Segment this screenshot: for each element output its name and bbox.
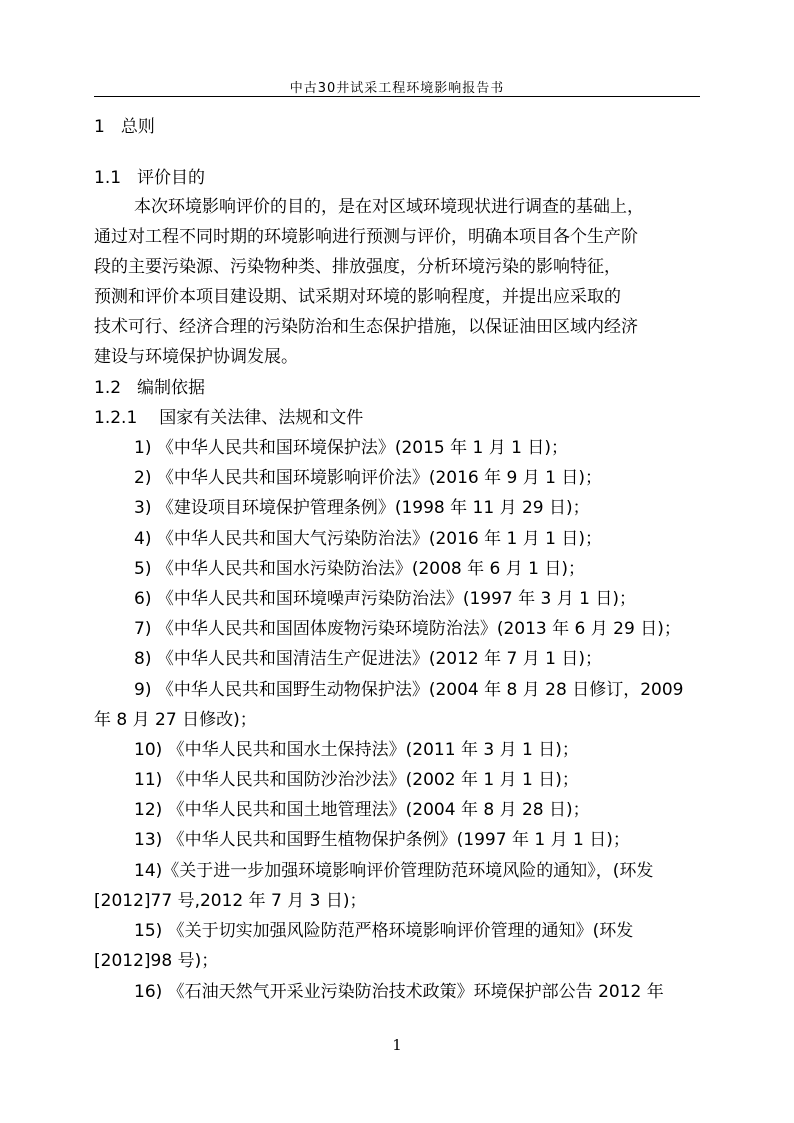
page-number: 1	[392, 1036, 402, 1054]
running-header-title: 中古30井试采工程环境影响报告书	[289, 81, 505, 96]
list-item: 13) 《中华人民共和国野生植物保护条例》(1997 年 1 月 1 日)；	[134, 830, 630, 850]
list-item: 14)《关于进一步加强环境影响评价管理防范环境风险的通知》，(环发	[134, 861, 654, 881]
section-title: 总则	[120, 117, 155, 137]
section-number: 1	[94, 117, 105, 137]
list-item: 16) 《石油天然气开采业污染防治技术政策》环境保护部公告 2012 年	[134, 982, 664, 1002]
section-heading-1-2-1	[94, 407, 363, 429]
section-number: 1.2	[94, 378, 122, 398]
paragraph-line: 本次环境影响评价的目的，是在对区域环境现状进行调查的基础上，	[134, 197, 644, 217]
paragraph-line: 段的主要污染源、污染物种类、排放强度，分析环境污染的影响特征，	[94, 257, 621, 277]
paragraph-line: 通过对工程不同时期的环境影响进行预测与评价，明确本项目各个生产阶	[94, 227, 638, 247]
list-item: 9) 《中华人民共和国野生动物保护法》(2004 年 8 月 28 日修订，2009	[134, 680, 684, 700]
list-item: 6) 《中华人民共和国环境噪声污染防治法》(1997 年 3 月 1 日)；	[134, 589, 637, 609]
section-title: 编制依据	[137, 378, 206, 398]
list-item: 4) 《中华人民共和国大气污染防治法》(2016 年 1 月 1 日)；	[134, 529, 603, 549]
list-item: 8) 《中华人民共和国清洁生产促进法》(2012 年 7 月 1 日)；	[134, 649, 603, 669]
section-heading-1	[94, 116, 155, 138]
paragraph-line: 技术可行、经济合理的污染防治和生态保护措施，以保证油田区域内经济	[94, 317, 638, 337]
section-number: 1.1	[94, 168, 122, 188]
list-item: 7) 《中华人民共和国固体废物污染环境防治法》(2013 年 6 月 29 日)；	[134, 619, 681, 639]
section-title: 评价目的	[137, 168, 206, 188]
list-item-continuation: 年 8 月 27 日修改)；	[94, 710, 257, 730]
list-item: 3) 《建设项目环境保护管理条例》(1998 年 11 月 29 日)；	[134, 498, 590, 518]
list-item-continuation: [2012]77 号,2012 年 7 月 3 日)；	[94, 891, 367, 911]
section-number: 1.2.1	[94, 408, 138, 428]
header-rule	[94, 96, 700, 97]
list-item: 15) 《关于切实加强风险防范严格环境影响评价管理的通知》(环发	[134, 921, 634, 941]
section-title: 国家有关法律、法规和文件	[159, 408, 364, 428]
paragraph-line: 建设与环境保护协调发展。	[94, 347, 298, 367]
list-item: 5) 《中华人民共和国水污染防治法》(2008 年 6 月 1 日)；	[134, 559, 586, 579]
list-item: 10) 《中华人民共和国水土保持法》(2011 年 3 月 1 日)；	[134, 740, 579, 760]
section-heading-1-2	[94, 377, 205, 399]
list-item: 2) 《中华人民共和国环境影响评价法》(2016 年 9 月 1 日)；	[134, 468, 603, 488]
paragraph-line: 预测和评价本项目建设期、试采期对环境的影响程度，并提出应采取的	[94, 287, 621, 307]
list-item-continuation: [2012]98 号)；	[94, 951, 219, 971]
list-item: 1) 《中华人民共和国环境保护法》(2015 年 1 月 1 日)；	[134, 438, 569, 458]
list-item: 11) 《中华人民共和国防沙治沙法》(2002 年 1 月 1 日)；	[134, 770, 579, 790]
list-item: 12) 《中华人民共和国土地管理法》(2004 年 8 月 28 日)；	[134, 800, 590, 820]
section-heading-1-1	[94, 167, 205, 189]
